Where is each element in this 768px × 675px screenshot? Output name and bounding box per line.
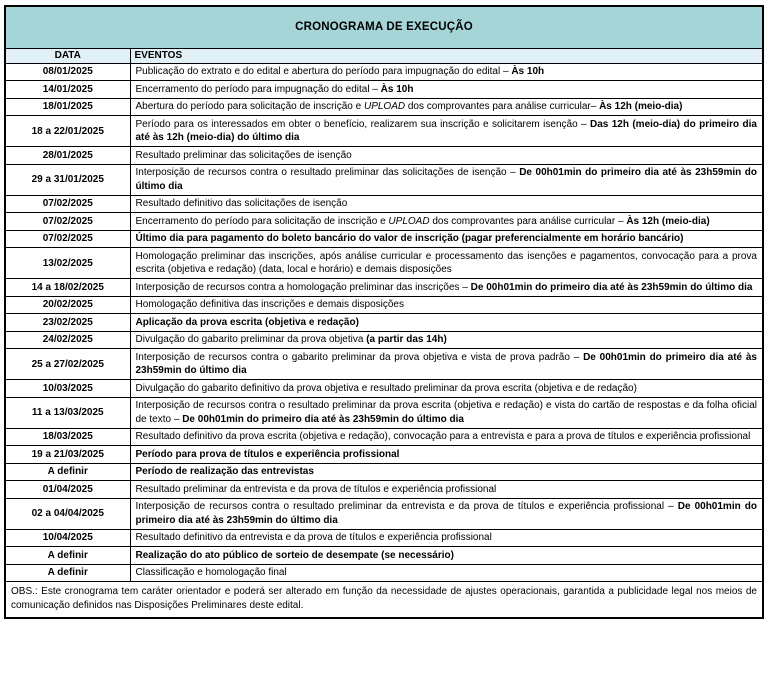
date-cell: 13/02/2025	[5, 248, 130, 279]
date-cell: 14/01/2025	[5, 81, 130, 99]
event-cell	[130, 547, 763, 565]
date-cell: A definir	[5, 463, 130, 481]
event-text-segment: UPLOAD	[388, 215, 430, 227]
table-row	[5, 230, 763, 248]
date-cell: 14 a 18/02/2025	[5, 279, 130, 297]
event-text-segment: Interposição de recursos contra o resultado preliminar da entrevista e da prova de títulos e experiência profissional –	[135, 501, 678, 512]
event-text-segment: UPLOAD	[363, 101, 406, 112]
table-row	[5, 564, 763, 582]
event-cell	[130, 498, 763, 529]
event-cell	[130, 397, 763, 428]
table-row	[5, 331, 763, 349]
table-row	[5, 481, 763, 499]
event-text-segment: Encerramento do período para solicitação de inscrição e	[135, 215, 389, 227]
event-cell	[130, 279, 763, 297]
date-cell: 07/02/2025	[5, 213, 130, 231]
date-cell: 28/01/2025	[5, 147, 130, 165]
table-row	[5, 81, 763, 99]
date-cell: 19 a 21/03/2025	[5, 446, 130, 464]
date-cell: 11 a 13/03/2025	[5, 397, 130, 428]
event-text-segment: Interposição de recursos contra o gabarito preliminar da prova objetiva e vista de prova padrão –	[135, 351, 584, 363]
table-row	[5, 296, 763, 314]
event-text-segment: Às 10h	[511, 66, 545, 77]
event-cell	[130, 564, 763, 582]
date-cell: 10/04/2025	[5, 529, 130, 547]
event-cell	[130, 248, 763, 279]
event-text-segment: De 00h01min do primeiro dia até às 23h59min do último dia	[470, 281, 753, 293]
date-cell: 07/02/2025	[5, 195, 130, 213]
event-cell	[130, 116, 763, 147]
table-row	[5, 63, 763, 81]
date-cell: A definir	[5, 564, 130, 582]
table-row	[5, 397, 763, 428]
table-row	[5, 314, 763, 332]
event-cell	[130, 349, 763, 380]
event-text-segment: Homologação definitiva das inscrições e demais disposições	[135, 299, 404, 310]
event-cell	[130, 147, 763, 165]
event-text-segment: Abertura do período para solicitação de inscrição e	[135, 101, 364, 112]
date-cell: 23/02/2025	[5, 314, 130, 332]
table-row	[5, 279, 763, 297]
event-text-segment: Interposição de recursos contra o resultado preliminar da prova escrita (objetiva e redação) e vista do cartão de respostas e da folha oficial de texto –	[135, 400, 757, 425]
table-row	[5, 498, 763, 529]
event-text-segment: Classificação e homologação final	[135, 567, 287, 578]
event-cell	[130, 529, 763, 547]
event-text-segment: Às 12h (meio-dia)	[626, 215, 710, 227]
event-text-segment: Interposição de recursos contra o resultado preliminar das solicitações de isenção –	[135, 167, 520, 178]
date-cell: 29 a 31/01/2025	[5, 164, 130, 195]
event-text-segment: Às 12h (meio-dia)	[599, 101, 683, 112]
event-text-segment: Resultado definitivo da entrevista e da prova de títulos e experiência profissional	[135, 532, 492, 543]
event-cell	[130, 481, 763, 499]
table-row	[5, 529, 763, 547]
event-cell	[130, 314, 763, 332]
date-cell: A definir	[5, 547, 130, 565]
event-cell	[130, 213, 763, 231]
date-cell: 10/03/2025	[5, 380, 130, 398]
table-row	[5, 116, 763, 147]
event-text-segment: Divulgação do gabarito definitivo da prova objetiva e resultado preliminar da prova escrita (objetiva e de redação)	[135, 382, 637, 394]
table-row	[5, 547, 763, 565]
date-cell: 24/02/2025	[5, 331, 130, 349]
event-text-segment: Período para os interessados em obter o benefício, realizarem sua inscrição e solicitarem isenção –	[135, 118, 590, 130]
table-row	[5, 147, 763, 165]
table-row	[5, 380, 763, 398]
event-text-segment: Resultado preliminar da entrevista e da prova de títulos e experiência profissional	[135, 483, 497, 495]
event-text-segment: Realização do ato público de sorteio de desempate (se necessário)	[135, 549, 454, 561]
column-header-data: DATA	[5, 48, 130, 63]
note-row	[5, 582, 763, 619]
event-cell	[130, 446, 763, 464]
event-cell	[130, 230, 763, 248]
event-text-segment: Encerramento do período para impugnação do edital –	[135, 83, 381, 95]
event-cell	[130, 81, 763, 99]
title-row	[5, 6, 763, 48]
date-cell: 01/04/2025	[5, 481, 130, 499]
date-cell: 02 a 04/04/2025	[5, 498, 130, 529]
event-text-segment: Período para prova de títulos e experiência profissional	[135, 448, 400, 460]
event-text-segment: De 00h01min do primeiro dia até às 23h59min do último dia	[135, 167, 757, 192]
event-cell	[130, 164, 763, 195]
table-row	[5, 164, 763, 195]
event-text-segment: Resultado definitivo das solicitações de isenção	[135, 198, 348, 209]
date-cell: 18/03/2025	[5, 428, 130, 446]
event-cell	[130, 63, 763, 81]
event-text-segment: Das 12h (meio-dia) do primeiro dia até às 12h (meio-dia) do último dia	[135, 118, 757, 143]
table-row	[5, 98, 763, 116]
column-header-eventos: EVENTOS	[130, 48, 763, 63]
event-text-segment: Resultado definitivo da prova escrita (objetiva e redação), convocação para a entrevista e para a prova de títulos e experiência profissional	[135, 431, 751, 442]
date-cell: 08/01/2025	[5, 63, 130, 81]
event-cell	[130, 195, 763, 213]
event-text-segment: De 00h01min do primeiro dia até às 23h59min do último dia	[135, 351, 757, 376]
event-cell	[130, 380, 763, 398]
date-cell: 18/01/2025	[5, 98, 130, 116]
event-text-segment: Às 10h	[380, 83, 414, 95]
event-text-segment: Publicação do extrato e do edital e abertura do período para impugnação do edital –	[135, 66, 512, 77]
event-text-segment: De 00h01min do primeiro dia até às 23h59min do último dia	[135, 501, 757, 526]
event-cell	[130, 331, 763, 349]
schedule-body	[5, 63, 763, 582]
table-row	[5, 446, 763, 464]
table-row	[5, 349, 763, 380]
date-cell: 25 a 27/02/2025	[5, 349, 130, 380]
event-text-segment: Resultado preliminar das solicitações de isenção	[135, 149, 352, 161]
table-row	[5, 195, 763, 213]
event-cell	[130, 463, 763, 481]
event-text-segment: Aplicação da prova escrita (objetiva e redação)	[135, 316, 359, 328]
table-row	[5, 463, 763, 481]
table-title: CRONOGRAMA DE EXECUÇÃO	[5, 6, 763, 48]
event-cell	[130, 296, 763, 314]
cronograma-table	[4, 5, 764, 619]
event-text-segment: (a partir das 14h)	[366, 334, 447, 345]
event-text-segment: Último dia para pagamento do boleto bancário do valor de inscrição (pagar preferencialmente em horário bancário)	[135, 233, 684, 244]
date-cell: 20/02/2025	[5, 296, 130, 314]
event-cell	[130, 428, 763, 446]
event-cell	[130, 98, 763, 116]
note-text: OBS.: Este cronograma tem caráter orientador e poderá ser alterado em função da necessidade de ajustes operacionais, garantida a publicidade legal nos meios de comunicação definidos nas Disposições Preliminares deste edital.	[5, 582, 763, 619]
table-row	[5, 428, 763, 446]
event-text-segment: Período de realização das entrevistas	[135, 466, 314, 477]
column-header-row	[5, 48, 763, 63]
event-text-segment: Divulgação do gabarito preliminar da prova objetiva	[135, 334, 367, 345]
event-text-segment: Interposição de recursos contra a homologação preliminar das inscrições –	[135, 281, 471, 293]
event-text-segment: dos comprovantes para análise curricular –	[429, 215, 627, 227]
date-cell: 18 a 22/01/2025	[5, 116, 130, 147]
table-row	[5, 213, 763, 231]
date-cell: 07/02/2025	[5, 230, 130, 248]
event-text-segment: dos comprovantes para análise curricular–	[405, 101, 600, 112]
event-text-segment: De 00h01min do primeiro dia até às 23h59min do último dia	[182, 413, 464, 425]
event-text-segment: Homologação preliminar das inscrições, após análise curricular e processamento das isenções e pagamentos, convocação para a prova escrita (objetiva e redação) (data, local e horário) e demais disposições	[135, 250, 757, 275]
table-row	[5, 248, 763, 279]
